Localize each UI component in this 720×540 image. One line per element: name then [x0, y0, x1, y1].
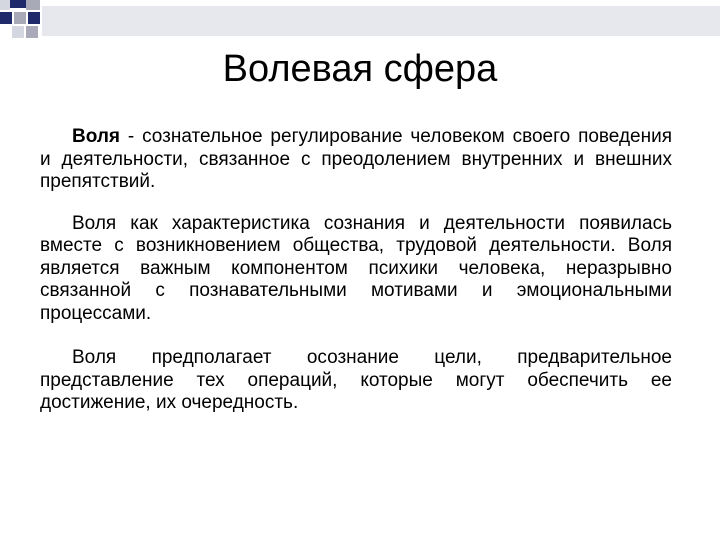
decor-square [0, 0, 10, 10]
decor-square [26, 0, 40, 10]
slide-title: Волевая сфера [222, 48, 498, 90]
decor-square [26, 26, 38, 38]
body-paragraph: Воля как характеристика сознания и деятельности появилась вместе с возникновением общества, трудовой деятельности. Воля является важным компонентом психики человека, неразрывно связанной с познавательными мотивами и эмоциональными процессами. [40, 212, 672, 324]
decor-square [12, 26, 24, 38]
definition-term: Воля [72, 126, 121, 147]
slide-body [40, 126, 672, 415]
decor-square [28, 12, 40, 24]
header-bar [42, 6, 720, 36]
decor-square [0, 12, 12, 24]
body-paragraph: Воля предполагает осознание цели, предварительное представление тех операций, которые могут обеспечить ее достижение, их очередность. [40, 347, 672, 413]
decor-square [14, 12, 26, 24]
decor-square [10, 0, 26, 8]
definition-paragraph [40, 126, 672, 194]
corner-decoration [0, 0, 720, 40]
definition-text: - сознательное регулирование человеком своего поведения и деятельности, связанное с преодолением внутренних и внешних препятствий. [40, 126, 672, 192]
